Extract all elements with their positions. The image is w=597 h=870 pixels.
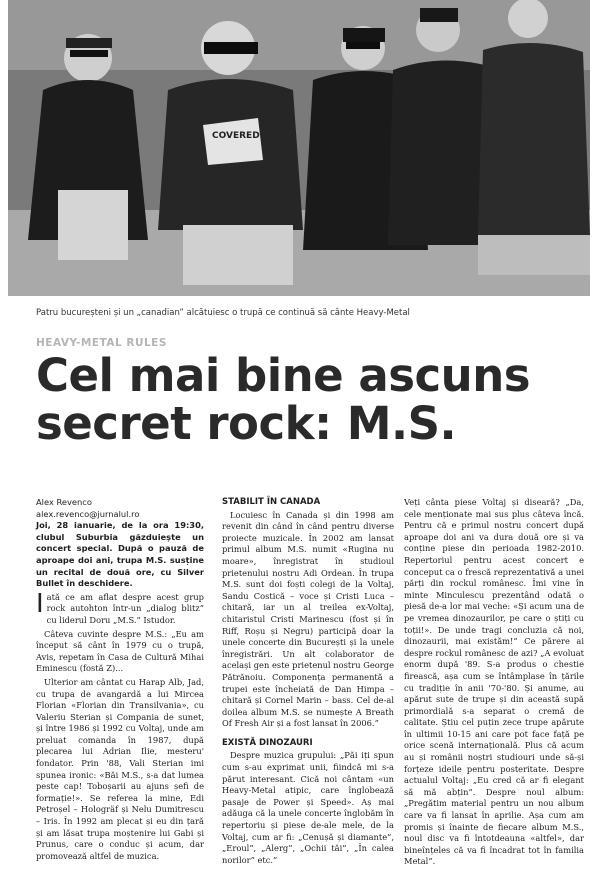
paragraph-text: ată ce am aflat despre acest grup rock autohton într-un „dialog blitz” cu liderul Doru „M.S.” Istudor. (46, 591, 204, 625)
band-photo-illustration (8, 0, 590, 296)
author-name: Alex Revenco (36, 497, 92, 507)
author-email[interactable]: alex.revenco@jurnalul.ro (36, 508, 140, 519)
article-lead: Joi, 28 ianuarie, de la ora 19:30, clubul Suburbia găzduiește un concert special. După o pauză de aproape doi ani, trupa M.S. susține un recital de două ore, cu Silver Bullet în deschidere. (36, 520, 204, 589)
photo-caption: Patru bucureșteni și un „canadian” alcătuiesc o trupă ce continuă să cânte Heavy-Metal (36, 308, 410, 318)
paragraph (36, 588, 204, 627)
drop-cap: I (36, 588, 44, 619)
shirt-text: COVERED (212, 131, 260, 141)
article-column-2 (222, 497, 394, 868)
paragraph: Câteva cuvinte despre M.S.: „Eu am început să cânt în 1979 cu o trupă, Avis, repetam în Casa de Cultură Mihai Eminescu (fostă Z)... (36, 628, 204, 674)
section-heading: STABILIT ÎN CANADA (222, 497, 321, 507)
section-kicker: HEAVY-METAL RULES (36, 337, 167, 349)
section-heading: EXISTĂ DINOZAURI (222, 737, 313, 748)
article-column-1 (36, 497, 204, 864)
headline-line-2: secret rock: M.S. (36, 397, 457, 450)
paragraph: Veți cânta piese Voltaj și diseară? „Da, cele menționate mai sus plus câteva încă. Pentru că e primul nostru concert după aproape doi ani va dura două ore și va conține piese din perioada 1982-2010. Repertoriul pentru acest concert e conceput ca o frescă reprezentativă a unei părți din rockul românesc. Îmi vine în minte Minculescu prezentând odată o piesă de-a lor mai veche: «Și acum una de pe vremea dinozaurilor, pe care o știți cu toții!». De unde tragi concluzia că noi, dinozaurii, mai existăm!” Ce părere ai despre rockul românesc de azi? „A evoluat enorm după '89. S-a produs o chestie firească, așa cum se întâmplase în țările cu tradiție în anii '70-'80. Și anume, au apărut sute de trupe și din această supă primordială s-a separat o cremă de calitate. Știu cel puțin zece trupe apărute în ultimii 10-15 ani care pot face față pe orice scenă internațională. Plus că acum au și românii noștri studiouri unde să-și forțeze ideile pentru posteritate. Despre actualul Voltaj: „Eu cred că ar fi elegant să mă abțin”. Despre noul album: „Pregătim material pentru un nou album care va fi lansat în aprilie. Așa cum am promis și înainte de fiecare album M.S., noul disc va fi întotdeauna «altfel», dar bineînțeles că va fi încadrat tot în familia Metal”. (404, 497, 584, 867)
paragraph: Despre muzica grupului: „Păi iți spun cum s-au exprimat unii, fiindcă mi s-a părut interesant. Cică noi cântam «un Heavy-Metal atipic, care înglobează pasaje de Power și Speed». Aș mai adăuga că la unele concerte înglobăm în repertoriu și piese de-ale mele, de la Voltaj, cum ar fi: „Cenușă și diamante”, „Eroul”, „Alerg”, „Ochii tăi”, „În calea norilor” etc.” (222, 750, 394, 865)
paragraph: Ulterior am cântat cu Harap Alb, Jad, cu trupa de avangardă a lui Mircea Florian «Florian din Transilvania», cu Valeriu Sterian și Compania de sunet, și între 1986 și 1992 cu Voltaj, unde am preluat comanda în 1987, după plecarea lui Adrian Ilie, mesteru' fondator. Prin '88, Vali Sterian imi spunea ironic: «Băi M.S., s-a dat lumea peste cap! Toboșarii au ajuns șefi de formație!». Se referea la mine, Edi Petroșel – Hologräf și Nelu Dumitrescu – Iris. În 1992 am plecat și eu din țară și am lăsat trupa moștenire lui Gabi și Prunus, care o conduc și acum, dar promovează altfel de muzica. (36, 676, 204, 861)
article-column-3 (404, 497, 584, 870)
headline-line-1: Cel mai bine ascuns (36, 349, 531, 402)
band-photo (8, 0, 590, 296)
headline (36, 349, 596, 450)
paragraph: Locuiesc în Canada și din 1998 am revenit din când în când pentru diverse proiecte muzicale. În 2002 am lansat primul album M.S. numit «Rugina nu moare», înregistrat în studioul prietenului nostru Adi Ordean. În trupa M.S. sunt doi foști colegi de la Voltaj, Sandu Costică – voce și Cristi Luca – chitară, iar un al treilea ex-Voltaj, chitaristul Cristi Marinescu (fost și în Riff, Roșu și Negru) participă doar la unele concerte din București și la unele înregistrări. Un alt colaborator de același gen este prietenul nostru George Pătrănoiu. Componența permanentă a trupei este încheiată de Dan Himpa – chitară și Cornel Marin – bass. Cel de-al doilea album M.S. se numește A Breath Of Fresh Air și a fost lansat în 2006.” (222, 509, 394, 729)
